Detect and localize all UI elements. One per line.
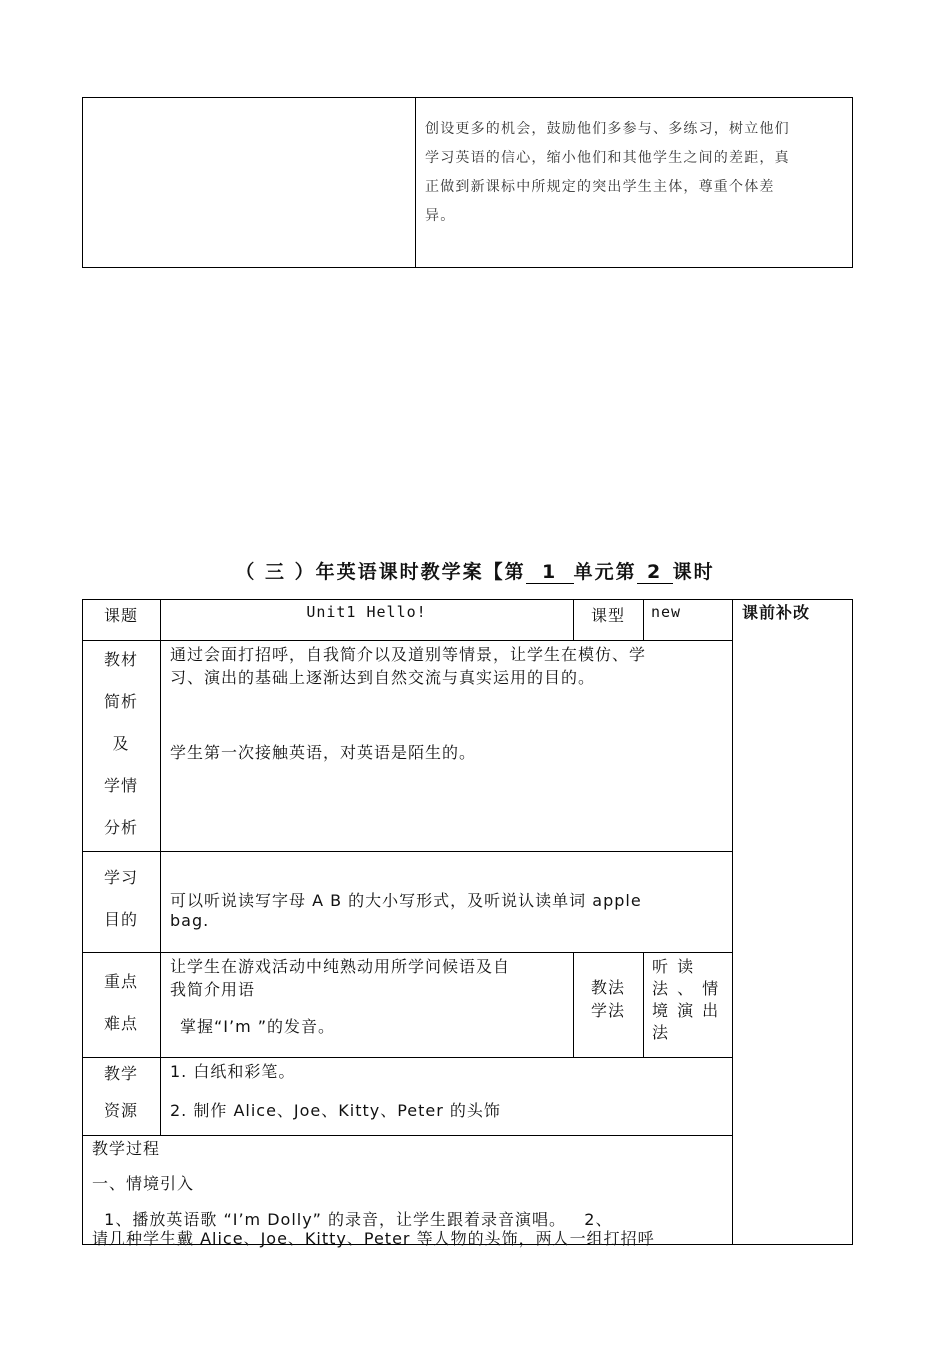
- grid-line: [82, 640, 733, 641]
- key-label-1: 重点: [103, 972, 138, 991]
- title-prefix: （ 三 ）年英语课时教学案【第: [235, 561, 526, 583]
- method-value-2: 法 、 情: [652, 979, 721, 998]
- page-title: [0, 557, 950, 584]
- analysis-label-4: 学情: [103, 776, 138, 795]
- analysis-label-1: 教材: [103, 650, 138, 669]
- goal-label-1: 学习: [103, 868, 138, 887]
- resource-item-1: 1. 白纸和彩笔。: [170, 1062, 296, 1081]
- key-text-1: 让学生在游戏活动中纯熟动用所学问候语及自: [170, 957, 511, 976]
- key-text-3: 掌握“I’m ”的发音。: [180, 1017, 336, 1036]
- grid-line: [852, 599, 853, 1245]
- grid-line: [82, 1135, 733, 1136]
- goal-label-2: 目的: [103, 910, 138, 929]
- type-label: 课型: [590, 606, 625, 625]
- top-text-line-4: 异。: [425, 208, 456, 224]
- grid-line: [732, 599, 733, 1245]
- method-label-1: 教法: [590, 978, 625, 997]
- grid-line: [643, 952, 644, 1057]
- process-section-1: 一、情境引入: [92, 1174, 195, 1193]
- process-text-2: 请几种学生戴 Alice、Joe、Kitty、Peter 等人物的头饰，两人一组打招呼: [92, 1229, 655, 1248]
- grid-line: [82, 599, 853, 600]
- title-lesson-number: 2: [637, 561, 673, 584]
- title-suffix: 课时: [672, 561, 715, 583]
- method-value-3: 境 演 出: [652, 1001, 721, 1020]
- method-value-1: 听 读: [652, 957, 696, 976]
- analysis-label-5: 分析: [103, 818, 138, 837]
- top-text-line-2: 学习英语的信心，缩小他们和其他学生之间的差距，真: [425, 150, 790, 166]
- resource-label-2: 资源: [103, 1101, 138, 1120]
- type-value: new: [651, 603, 682, 621]
- top-table-border-bottom: [82, 267, 853, 268]
- top-table-border-right: [852, 97, 853, 268]
- resource-item-2: 2. 制作 Alice、Joe、Kitty、Peter 的头饰: [170, 1101, 501, 1120]
- title-mid: 单元第: [573, 561, 637, 583]
- process-text-1: 1、播放英语歌 “I’m Dolly” 的录音，让学生跟着录音演唱。 2、: [92, 1210, 613, 1229]
- revision-label: 课前补改: [742, 603, 811, 622]
- top-table-border-left: [82, 97, 83, 268]
- method-label-2: 学法: [590, 1001, 625, 1020]
- resource-label-1: 教学: [103, 1064, 138, 1083]
- grid-line: [160, 599, 161, 1135]
- analysis-text-1: 通过会面打招呼，自我简介以及道别等情景，让学生在模仿、学: [170, 645, 647, 664]
- grid-line: [82, 952, 733, 953]
- analysis-label-2: 简析: [103, 692, 138, 711]
- analysis-text-2: 习、演出的基础上逐渐达到自然交流与真实运用的目的。: [170, 668, 596, 687]
- method-value-4: 法: [652, 1023, 671, 1042]
- top-text-line-3: 正做到新课标中所规定的突出学生主体，尊重个体差: [425, 179, 775, 195]
- key-text-2: 我简介用语: [170, 980, 256, 999]
- grid-line: [643, 599, 644, 640]
- title-unit-number: 1: [526, 561, 574, 584]
- topic-label: 课题: [103, 606, 138, 625]
- analysis-label-3: 及: [112, 734, 130, 753]
- grid-line: [82, 851, 733, 852]
- goal-text-2: bag.: [170, 911, 210, 930]
- top-table-border-top: [82, 97, 853, 98]
- top-table-divider: [415, 97, 416, 268]
- process-heading: 教学过程: [92, 1139, 161, 1158]
- topic-value: Unit1 Hello!: [306, 603, 427, 621]
- key-label-2: 难点: [103, 1014, 138, 1033]
- top-text-line-1: 创设更多的机会，鼓励他们多参与、多练习，树立他们: [425, 121, 790, 137]
- goal-text-1: 可以听说读写字母 A B 的大小写形式，及听说认读单词 apple: [170, 891, 642, 910]
- analysis-text-3: 学生第一次接触英语，对英语是陌生的。: [170, 743, 477, 762]
- grid-line: [82, 1057, 733, 1058]
